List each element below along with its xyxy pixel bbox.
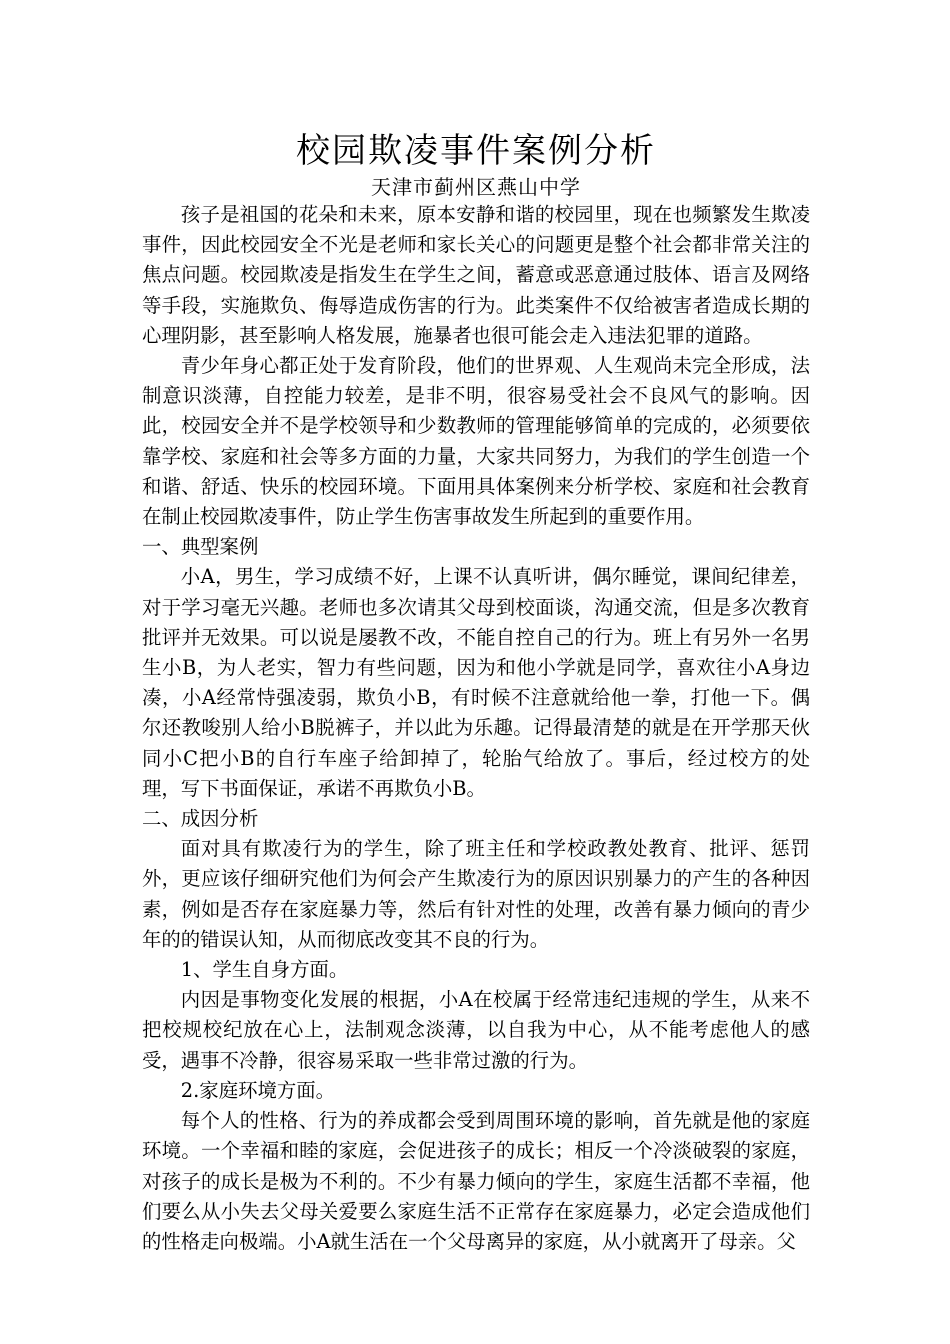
paragraph-family: 每个人的性格、行为的养成都会受到周围环境的影响，首先就是他的家庭环境。一个幸福和睦的家庭，会促进孩子的成长；相反一个冷淡破裂的家庭，对孩子的成长是极为不利的。不少有暴力倾向的学生，家庭生活都不幸福，他们要么从小失去父母关爱要么家庭生活不正常存在家庭暴力，必定会造成他们的性格走向极端。小A就生活在一个父母离异的家庭，从小就离开了母亲。父 xyxy=(142,1109,810,1253)
document-title: 校园欺凌事件案例分析 xyxy=(296,131,656,171)
paragraph-student: 内因是事物变化发展的根据，小A在校属于经常违纪违规的学生，从来不把校规校纪放在心上，法制观念淡薄，以自我为中心，从不能考虑他人的感受，遇事不冷静，很容易采取一些非常过激的行为。 xyxy=(142,988,810,1072)
document-page xyxy=(142,128,810,1257)
subheading-student: 1、学生自身方面。 xyxy=(180,958,349,982)
paragraph-intro: 孩子是祖国的花朵和未来，原本安静和谐的校园里，现在也频繁发生欺凌事件，因此校园安全不光是老师和家长关心的问题更是整个社会都非常关注的焦点问题。校园欺凌是指发生在学生之间，蓄意或恶意通过肢体、语言及网络等手段，实施欺负、侮辱造成伤害的行为。此类案件不仅给被害者造成长期的心理阴影，甚至影响人格发展，施暴者也很可能会走入违法犯罪的道路。 xyxy=(142,203,810,347)
section-heading-analysis: 二、成因分析 xyxy=(142,807,259,831)
paragraph-background: 青少年身心都正处于发育阶段，他们的世界观、人生观尚未完全形成，法制意识淡薄，自控能力较差，是非不明，很容易受社会不良风气的影响。因此，校园安全并不是学校领导和少数教师的管理能够简单的完成的，必须要依靠学校、家庭和社会等多方面的力量，大家共同努力，为我们的学生创造一个和谐、舒适、快乐的校园环境。下面用具体案例来分析学校、家庭和社会教育在制止校园欺凌事件，防止学生伤害事故发生所起到的重要作用。 xyxy=(142,354,810,529)
section-heading-case: 一、典型案例 xyxy=(142,535,259,559)
paragraph-analysis: 面对具有欺凌行为的学生，除了班主任和学校政教处教育、批评、惩罚外，更应该仔细研究他们为何会产生欺凌行为的原因识别暴力的产生的各种因素，例如是否存在家庭暴力等，然后有针对性的处理，改善有暴力倾向的青少年的的错误认知，从而彻底改变其不良的行为。 xyxy=(142,837,810,951)
subheading-family: 2.家庭环境方面。 xyxy=(180,1078,336,1102)
document-author: 天津市蓟州区燕山中学 xyxy=(371,175,581,199)
paragraph-case: 小A，男生，学习成绩不好，上课不认真听讲，偶尔睡觉，课间纪律差，对于学习毫无兴趣。老师也多次请其父母到校面谈，沟通交流，但是多次教育批评并无效果。可以说是屡教不改，不能自控自己的行为。班上有另外一名男生小B，为人老实，智力有些问题，因为和他小学就是同学，喜欢往小A身边凑，小A经常恃强凌弱，欺负小B，有时候不注意就给他一拳，打他一下。偶尔还教唆别人给小B脱裤子，并以此为乐趣。记得最清楚的就是在开学那天伙同小C把小B的自行车座子给卸掉了，轮胎气给放了。事后，经过校方的处理，写下书面保证，承诺不再欺负小B。 xyxy=(142,565,810,800)
